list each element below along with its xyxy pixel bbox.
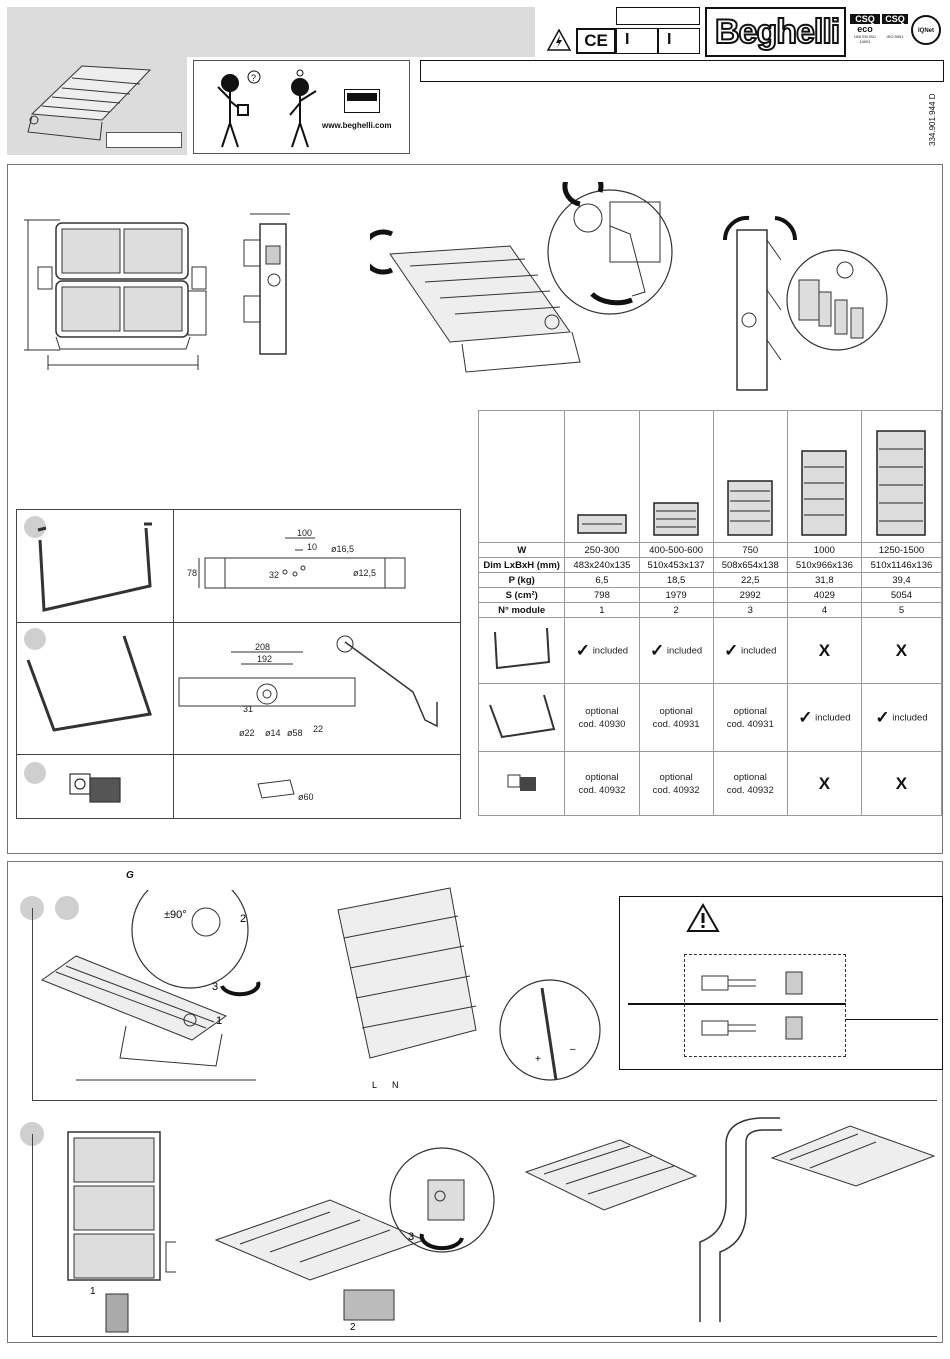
cell-s-3: 2992 — [713, 588, 787, 603]
header-gray-band — [7, 7, 535, 57]
caution-triangle-icon — [686, 903, 720, 933]
cell-bracket-4: X — [787, 618, 861, 684]
cell-dim-3: 508x654x138 — [713, 558, 787, 573]
front-view-drawing — [20, 205, 220, 375]
bracket-large-icon — [484, 689, 560, 743]
cell-w-2: 400-500-600 — [639, 543, 713, 558]
cell-bracket2-2: optional cod. 40931 — [639, 684, 713, 752]
adapter-drawing — [60, 762, 130, 812]
csq-eco-badge: CSQ eco UNI EN ISO 14001 — [850, 14, 880, 50]
connector-line-right — [846, 1019, 938, 1020]
csq-badge: CSQ ISO 9001 — [882, 14, 908, 50]
doc-code: 334.901.944 D — [928, 93, 937, 146]
label-p: P (kg) — [479, 573, 565, 588]
cell-bracket-1: ✓ included — [565, 618, 639, 684]
idea-person-icon — [284, 67, 334, 149]
polarity-plus: + — [535, 1054, 541, 1065]
dim-d12-5: ø12,5 — [353, 568, 377, 578]
bracket-small-icon — [487, 624, 557, 674]
cell-bracket2-3: optional cod. 40931 — [713, 684, 787, 752]
model-2-image — [646, 499, 706, 539]
cell-adapter-5: X — [861, 752, 941, 816]
model-3-image — [720, 477, 780, 539]
cell-bracket2-4: ✓ included — [787, 684, 861, 752]
assembly-step-1: 1 — [90, 1286, 96, 1297]
title-bar — [420, 60, 944, 82]
cell-module-2: 2 — [639, 603, 713, 618]
table-row-s — [479, 588, 942, 603]
cell-bracket-3: ✓ included — [713, 618, 787, 684]
cell-dim-1: 483x240x135 — [565, 558, 639, 573]
confused-person-icon — [204, 67, 264, 149]
cell-adapter-4: X — [787, 752, 861, 816]
subframe-bottom-2 — [32, 1336, 937, 1337]
product-code-box — [106, 132, 182, 148]
read-instructions-box — [193, 60, 410, 154]
screw-detail-drawing — [388, 1146, 498, 1256]
cell-bracket-2: ✓ included — [639, 618, 713, 684]
cell-module-5: 5 — [861, 603, 941, 618]
pole-mounted-drawing — [520, 1112, 940, 1332]
section-letter: G — [126, 870, 134, 881]
cell-dim-4: 510x966x136 — [787, 558, 861, 573]
dim-d14: ø14 — [265, 728, 281, 738]
cell-p-3: 22,5 — [713, 573, 787, 588]
bracket-b-dimensions — [175, 632, 460, 747]
side-tilt-drawing — [715, 200, 915, 400]
wire-l-label: L — [372, 1080, 378, 1090]
adapter-dimensions — [250, 770, 330, 810]
cell-w-1: 250-300 — [565, 543, 639, 558]
cell-w-5: 1250-1500 — [861, 543, 941, 558]
cell-bracket2-5: ✓ included — [861, 684, 941, 752]
class-box-1: I — [616, 28, 658, 54]
adapter-icon-cell — [479, 752, 565, 816]
table-row-bracket — [479, 618, 942, 684]
cell-s-1: 798 — [565, 588, 639, 603]
model-1-image — [572, 511, 632, 539]
blank-label-box — [616, 7, 700, 25]
dim-31: 31 — [243, 704, 254, 714]
label-module: N° module — [479, 603, 565, 618]
table-row-module — [479, 603, 942, 618]
pole-adapter-assembly-drawing — [56, 1130, 176, 1335]
dim-78: 78 — [187, 568, 198, 578]
cell-p-4: 31,8 — [787, 573, 861, 588]
cell-p-5: 39,4 — [861, 573, 941, 588]
cell-s-4: 4029 — [787, 588, 861, 603]
cell-bracket-5: X — [861, 618, 941, 684]
side-view-drawing — [238, 210, 298, 360]
class-box-2: I — [658, 28, 700, 54]
dim-d16-5: ø16,5 — [331, 544, 355, 554]
website-label[interactable]: www.beghelli.com — [322, 121, 392, 130]
adapter-small-icon — [502, 767, 542, 797]
bracket-a-drawing — [30, 520, 160, 620]
label-w: W — [479, 543, 565, 558]
wire-n-label: N — [392, 1080, 399, 1090]
row-c-marker — [24, 762, 46, 784]
cell-module-4: 4 — [787, 603, 861, 618]
cell-adapter-3: optional cod. 40932 — [713, 752, 787, 816]
label-dim: Dim LxBxH (mm) — [479, 558, 565, 573]
iqnet-badge: IQNet — [911, 15, 941, 45]
angle-label: ±90° — [164, 909, 187, 921]
step-1-label: 1 — [216, 1015, 223, 1027]
warning-triangle-icon — [546, 28, 572, 52]
screw-step-3: 3 — [408, 1231, 415, 1243]
cell-module-1: 1 — [565, 603, 639, 618]
cell-bracket2-1: optional cod. 40930 — [565, 684, 639, 752]
cell-s-5: 5054 — [861, 588, 941, 603]
table-row-images — [479, 411, 942, 543]
ce-mark: CE — [576, 28, 616, 54]
bracket-icon-cell — [479, 618, 565, 684]
cell-p-1: 6,5 — [565, 573, 639, 588]
connector-2-icon — [700, 1015, 810, 1045]
bracket-2-icon-cell — [479, 684, 565, 752]
connector-1-icon — [700, 970, 810, 1000]
cell-w-4: 1000 — [787, 543, 861, 558]
dim-d58: ø58 — [287, 728, 303, 738]
beghelli-manual-logo — [344, 89, 380, 113]
dim-208: 208 — [255, 642, 271, 652]
model-4-image — [794, 447, 854, 539]
cell-adapter-1: optional cod. 40932 — [565, 752, 639, 816]
spec-table — [478, 410, 942, 816]
subframe-line-2 — [32, 1134, 33, 1336]
svg-text:?: ? — [251, 73, 257, 83]
table-row-w — [479, 543, 942, 558]
assembly-step-2: 2 — [350, 1322, 356, 1330]
dim-d22: ø22 — [239, 728, 255, 738]
table-row-adapter — [479, 752, 942, 816]
dim-100: 100 — [297, 528, 313, 538]
bracket-b-drawing — [20, 630, 160, 740]
cell-adapter-2: optional cod. 40932 — [639, 752, 713, 816]
dim-32: 32 — [269, 570, 280, 580]
cell-module-3: 3 — [713, 603, 787, 618]
tilt-adjustment-drawing — [370, 182, 680, 382]
table-row-dim — [479, 558, 942, 573]
wall-mount-drawing — [36, 890, 296, 1090]
dim-d60: ø60 — [298, 792, 314, 802]
cell-w-3: 750 — [713, 543, 787, 558]
dim-192: 192 — [257, 654, 273, 664]
subframe-line — [32, 908, 33, 1100]
table-row-p — [479, 573, 942, 588]
cell-dim-2: 510x453x137 — [639, 558, 713, 573]
wiring-drawing — [330, 880, 610, 1095]
subframe-bottom — [32, 1100, 937, 1101]
label-s: S (cm²) — [479, 588, 565, 603]
cell-dim-5: 510x1146x136 — [861, 558, 941, 573]
step-2-label: 2 — [240, 913, 247, 925]
step-3-label: 3 — [212, 981, 219, 993]
brand-logo — [705, 7, 846, 57]
cell-s-2: 1979 — [639, 588, 713, 603]
bracket-a-dimensions — [185, 528, 455, 608]
cell-p-2: 18,5 — [639, 573, 713, 588]
brand-name: Beghelli — [715, 13, 840, 51]
polarity-minus: – — [570, 1044, 576, 1055]
model-5-image — [869, 427, 933, 539]
connector-divider — [628, 1003, 846, 1005]
table-row-bracket-2 — [479, 684, 942, 752]
dim-22: 22 — [313, 724, 324, 734]
dim-10: 10 — [307, 542, 318, 552]
